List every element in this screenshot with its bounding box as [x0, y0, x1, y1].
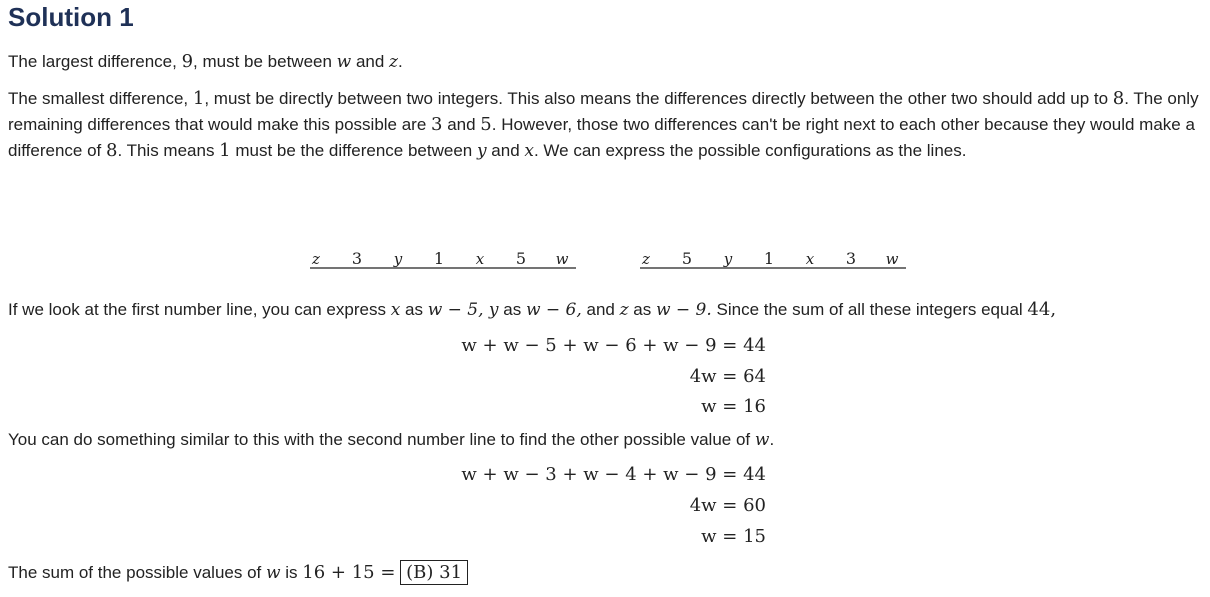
number-line-2-difference-3: 1: [763, 249, 775, 268]
number-line-2-difference-5: 3: [845, 249, 857, 268]
number-line-2-variable-6: w: [885, 250, 899, 268]
equation-1-line-2: 4w = 64: [689, 366, 766, 387]
number-line-1-difference-3: 1: [433, 249, 445, 268]
equation-2-line-3: w = 15: [701, 526, 766, 547]
number-line-1-variable-4: x: [475, 250, 485, 268]
number-line-2-variable-4: x: [805, 250, 815, 268]
number-line-2-difference-1: 5: [681, 249, 693, 268]
equation-1-line-1: w + w − 5 + w − 6 + w − 9 = 44: [461, 335, 766, 356]
number-line-1-variable-0: z: [312, 250, 320, 268]
number-line-2-variable-2: y: [723, 250, 733, 268]
number-line-1: [310, 249, 576, 268]
number-line-1-difference-1: 3: [351, 249, 363, 268]
number-line-1-difference-5: 5: [515, 249, 527, 268]
final-answer-box: (B) 31: [400, 560, 468, 585]
number-line-2: [640, 249, 906, 268]
number-line-2-variable-0: z: [642, 250, 650, 268]
paragraph-1: The largest difference, 9, must be between w and z.: [8, 51, 403, 72]
equation-2-line-1: w + w − 3 + w − 4 + w − 9 = 44: [461, 464, 766, 485]
paragraph-3: If we look at the first number line, you can express x as w − 5, y as w − 6, and z as w − 9. Since the sum of all these integers equal 44,: [8, 299, 1057, 320]
paragraph-4: You can do something similar to this with the second number line to find the other possible value of w.: [8, 430, 775, 450]
equation-2-line-2: 4w = 60: [689, 495, 766, 516]
number-lines: [300, 240, 920, 280]
equation-1-line-3: w = 16: [701, 396, 766, 417]
paragraph-2: The smallest difference, 1, must be directly between two integers. This also means the differences directly between the other two should add up to 8. The only remaining differences that would make this possible are 3 and 5. However, those two differences can't be right next to each other because they would make a difference of 8. This means 1 must be the difference between y and x. We can express the possible configurations as the lines.: [8, 88, 1199, 161]
solution-heading: Solution 1: [8, 2, 134, 32]
number-line-1-variable-6: w: [555, 250, 569, 268]
paragraph-5: The sum of the possible values of w is 16 + 15 = (B) 31: [8, 560, 1203, 586]
number-line-1-variable-2: y: [393, 250, 403, 268]
